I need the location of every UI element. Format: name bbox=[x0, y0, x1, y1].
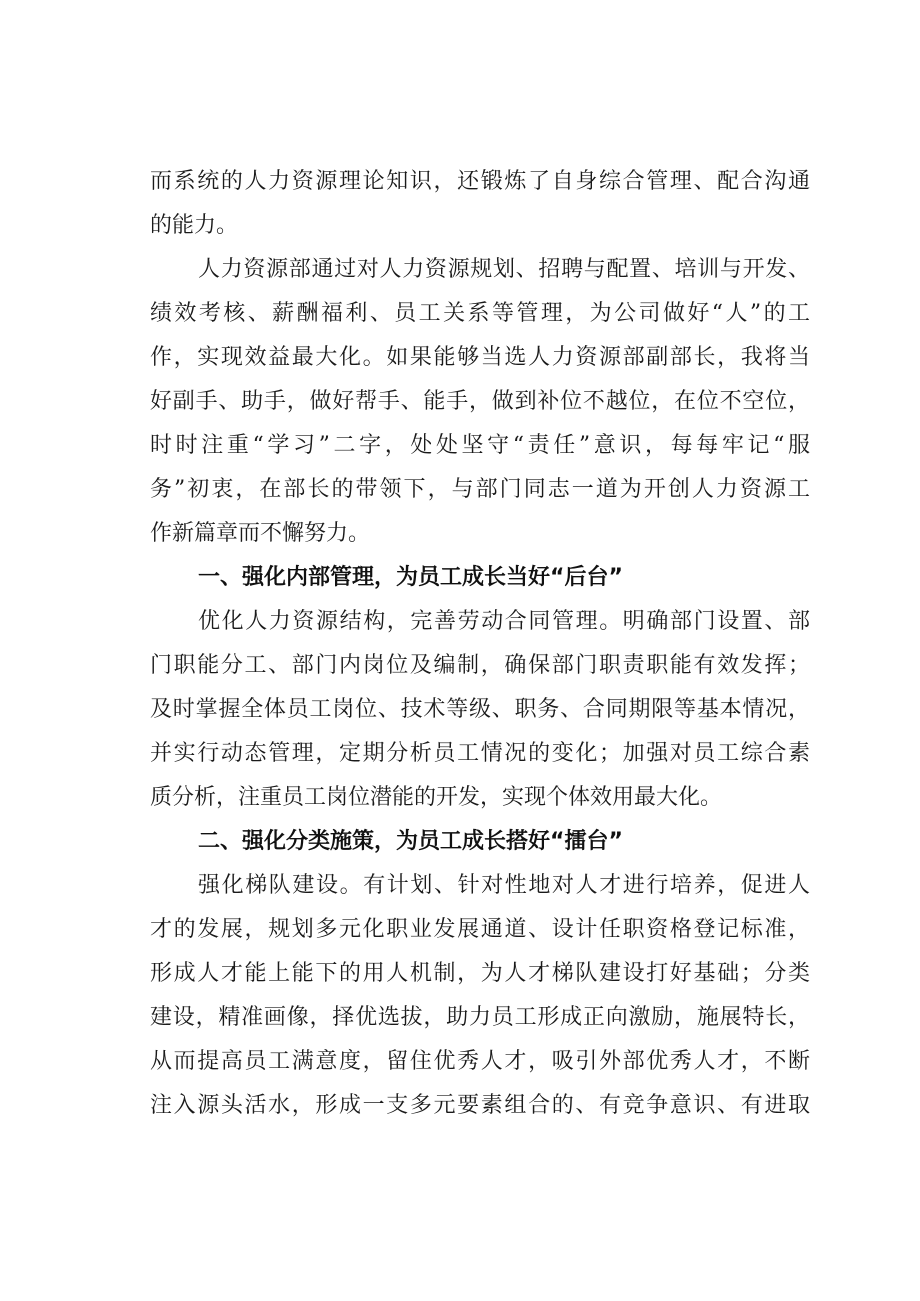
paragraph-line: 务”初衷，在部长的带领下，与部门同志一道为开创人力资源工 bbox=[150, 477, 810, 502]
paragraph-line: 及时掌握全体员工岗位、技术等级、职务、合同期限等基本情况， bbox=[150, 697, 810, 722]
paragraph-line: 的能力。 bbox=[150, 213, 239, 238]
paragraph-line: 门职能分工、部门内岗位及编制，确保部门职责职能有效发挥； bbox=[150, 653, 810, 678]
section-heading: 一、强化内部管理，为员工成长当好“后台” bbox=[198, 565, 623, 590]
paragraph-line: 而系统的人力资源理论知识，还锻炼了自身综合管理、配合沟通 bbox=[150, 169, 810, 194]
paragraph-line: 好副手、助手，做好帮手、能手，做到补位不越位，在位不空位， bbox=[150, 389, 810, 414]
paragraph-line: 时时注重“学习”二字，处处坚守“责任”意识，每每牢记“服 bbox=[150, 433, 810, 458]
paragraph-line: 注入源头活水，形成一支多元要素组合的、有竞争意识、有进取 bbox=[150, 1093, 810, 1118]
paragraph-line: 作新篇章而不懈努力。 bbox=[150, 521, 371, 546]
paragraph-line: 人力资源部通过对人力资源规划、招聘与配置、培训与开发、 bbox=[198, 257, 810, 282]
section-heading: 二、强化分类施策，为员工成长搭好“擂台” bbox=[198, 829, 623, 854]
paragraph-line: 作，实现效益最大化。如果能够当选人力资源部副部长，我将当 bbox=[150, 345, 810, 370]
paragraph-line: 质分析，注重员工岗位潜能的开发，实现个体效用最大化。 bbox=[150, 785, 723, 810]
paragraph-line: 才的发展，规划多元化职业发展通道、设计任职资格登记标准， bbox=[150, 917, 810, 942]
paragraph-line: 优化人力资源结构，完善劳动合同管理。明确部门设置、部 bbox=[198, 609, 810, 634]
paragraph-line: 形成人才能上能下的用人机制，为人才梯队建设打好基础；分类 bbox=[150, 961, 810, 986]
paragraph-line: 并实行动态管理，定期分析员工情况的变化；加强对员工综合素 bbox=[150, 741, 810, 766]
paragraph-line: 建设，精准画像，择优选拔，助力员工形成正向激励，施展特长， bbox=[150, 1005, 810, 1030]
paragraph-line: 强化梯队建设。有计划、针对性地对人才进行培养，促进人 bbox=[198, 873, 810, 898]
paragraph-line: 绩效考核、薪酬福利、员工关系等管理，为公司做好“人”的工 bbox=[150, 301, 810, 326]
paragraph-line: 从而提高员工满意度，留住优秀人才，吸引外部优秀人才，不断 bbox=[150, 1049, 810, 1074]
